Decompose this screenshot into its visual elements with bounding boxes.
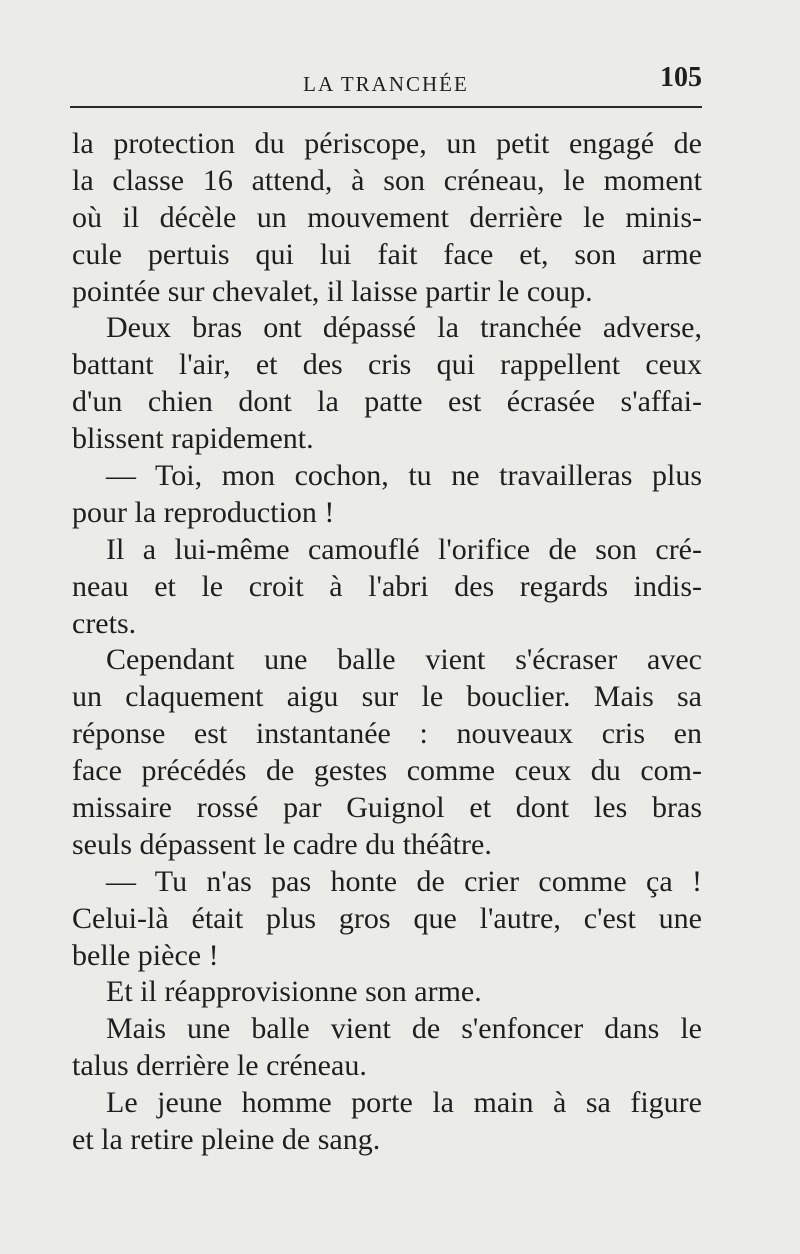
text-line: Il a lui-même camouflé l'orifice de son cré- xyxy=(106,532,702,566)
text-line: neau et le croit à l'abri des regards indis- xyxy=(72,569,702,603)
text-line: Deux bras ont dépassé la tranchée adverse, xyxy=(106,311,702,345)
text-line: Celui-là était plus gros que l'autre, c'est une xyxy=(72,901,702,935)
text-line: — Tu n'as pas honte de crier comme ça ! xyxy=(106,864,702,898)
text-line: face précédés de gestes comme ceux du com- xyxy=(72,754,702,788)
text-line: seuls dépassent le cadre du théâtre. xyxy=(72,827,492,861)
text-line: Le jeune homme porte la main à sa figure xyxy=(106,1086,702,1120)
text-line: et la retire pleine de sang. xyxy=(72,1123,381,1157)
text-line: d'un chien dont la patte est écrasée s'affai- xyxy=(72,385,702,419)
text-line: la protection du périscope, un petit engagé de xyxy=(72,127,702,160)
text-line: Cependant une balle vient s'écraser avec xyxy=(106,643,702,677)
page-number: 105 xyxy=(660,62,702,93)
running-title: LA TRANCHÉE xyxy=(303,72,469,96)
text-line: talus derrière le créneau. xyxy=(72,1049,367,1083)
text-line: un claquement aigu sur le bouclier. Mais sa xyxy=(72,680,702,714)
text-line: blissent rapidement. xyxy=(72,422,314,456)
text-line: où il décèle un mouvement derrière le minis- xyxy=(72,200,702,234)
body-text xyxy=(72,126,702,1159)
text-line: — Toi, mon cochon, tu ne travailleras plus xyxy=(106,459,702,493)
text-line: crets. xyxy=(72,606,137,640)
text-line: cule pertuis qui lui fait face et, son arme xyxy=(72,237,702,271)
text-line: réponse est instantanée : nouveaux cris en xyxy=(72,717,702,751)
text-line: pour la reproduction ! xyxy=(72,495,335,529)
page-header xyxy=(70,62,702,108)
text-line: la classe 16 attend, à son créneau, le moment xyxy=(72,163,702,197)
text-line: missaire rossé par Guignol et dont les bras xyxy=(72,791,702,825)
text-line: belle pièce ! xyxy=(72,938,219,972)
text-line: pointée sur chevalet, il laisse partir le coup. xyxy=(72,274,593,308)
text-line: Et il réapprovisionne son arme. xyxy=(106,975,482,1009)
text-line: Mais une balle vient de s'enfoncer dans le xyxy=(106,1012,702,1046)
text-line: battant l'air, et des cris qui rappellent ceux xyxy=(72,348,702,382)
